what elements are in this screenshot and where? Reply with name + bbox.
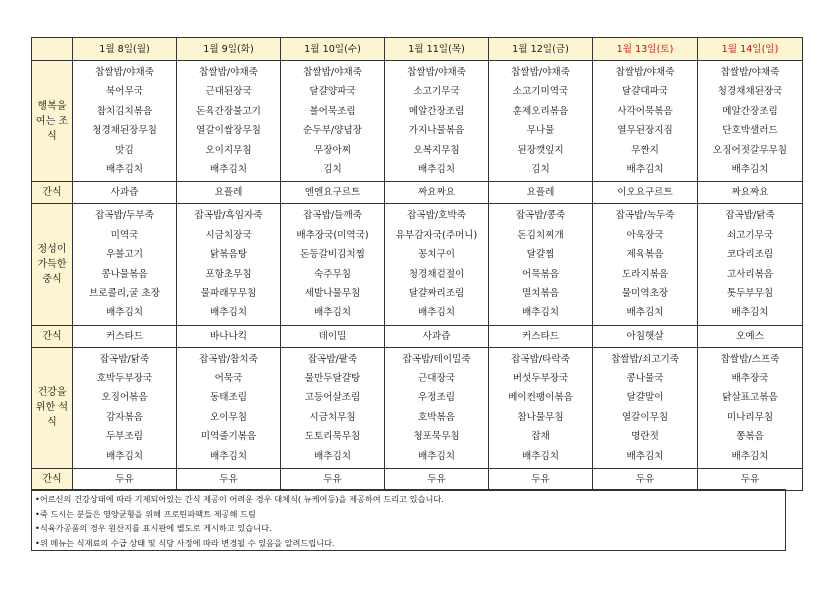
menu-item: 잡곡밥/호박죽 [407,210,466,222]
meal-cell [489,204,593,325]
menu-item: 달걀대파국 [621,86,669,98]
menu-item: 오징어젓갈무무침 [712,144,788,156]
menu-item: 잡곡밥/녹두죽 [615,210,675,222]
menu-item: 청경채겉절이 [408,268,465,280]
menu-item: 볼어묵조림 [309,105,356,117]
snack-cell: 두유 [489,469,593,491]
snack-cell: 사과즙 [73,182,177,204]
menu-item: 배추김치 [313,307,352,319]
meal-label: 행복을 여는 조식 [32,61,73,182]
meal-cell [698,61,803,182]
snack-cell: 두유 [177,469,281,491]
menu-item: 찹쌀밥/야채죽 [407,67,466,78]
header-day-5: 1월 12일(금) [489,38,593,61]
menu-item: 미역줄기볶음 [200,431,257,443]
menu-item: 훈제오리볶음 [512,105,569,117]
menu-item: 무장아찌 [313,144,352,156]
menu-item: 배추김치 [209,163,248,175]
menu-item: 소고기미역국 [512,86,569,98]
menu-item: 닭볶음탕 [209,249,248,261]
menu-item: 쇠고기무국 [726,229,774,241]
menu-item: 잡곡밥/들깨죽 [303,210,362,222]
menu-item: 배추김치 [209,307,248,319]
menu-item: 참치김치볶음 [96,105,153,117]
header-day-7: 1월 14일(일) [698,38,803,61]
meal-cell [385,204,489,325]
snack-cell: 요플레 [489,182,593,204]
snack-cell: 엔엔요구르트 [281,182,385,204]
menu-item: 콩나물국 [626,373,664,385]
menu-item: 청포묵무침 [413,431,460,443]
menu-item: 도토리묵무침 [304,431,361,443]
menu-item: 메알간장조림 [408,105,465,117]
snack-cell: 짜요짜요 [698,182,803,204]
snack-row [32,182,803,204]
note-line: •식육가공품의 경우 원산지를 표시판에 별도로 게시하고 있습니다. [35,523,272,533]
menu-item: 배추김치 [105,163,144,175]
snack-row [32,325,803,347]
menu-item: 감자볶음 [105,411,144,423]
meal-label: 정성이 가득한 중식 [32,204,73,325]
meal-cell [73,61,177,182]
meal-cell [593,347,698,468]
snack-label: 간식 [32,325,73,347]
menu-item: 찹쌀밥/야채죽 [95,67,154,78]
menu-item: 달걀말이 [626,392,664,404]
menu-item: 우볼고기 [105,249,144,261]
menu-item: 물만두달걀탕 [304,373,361,385]
header-day-4: 1월 11일(목) [385,38,489,61]
snack-cell: 짜요짜요 [385,182,489,204]
menu-item: 단호박샐러드 [722,125,778,137]
meal-cell [698,204,803,325]
menu-item: 열갈이무침 [621,411,669,423]
menu-item: 배추김치 [626,307,664,319]
meal-cell [73,204,177,325]
menu-item: 잡곡밥/콩죽 [515,210,566,222]
meal-cell [177,204,281,325]
menu-item: 잡곡밥/닭죽 [99,353,150,365]
menu-item: 찹쌀밥/야채죽 [199,67,258,78]
meal-cell [489,347,593,468]
menu-item: 유부감자국(주머니) [395,229,478,241]
menu-item: 배추김치 [417,163,456,175]
menu-item: 멸치볶음 [521,287,560,299]
snack-cell: 커스타드 [73,325,177,347]
menu-item: 무나물 [526,125,555,137]
menu-item: 잡곡밥/팥죽 [307,353,358,365]
menu-item: 시금치장국 [205,229,252,241]
snack-cell: 이오요구르트 [593,182,698,204]
note-line: •죽 드시는 분들은 영양균형을 위해 프로틴파팩트 제공해 드림 [35,508,256,519]
menu-item: 어묵볶음 [521,268,560,280]
menu-item: 배추김치 [521,450,560,462]
menu-item: 어묵국 [214,373,243,385]
header-day-6: 1월 13일(토) [593,38,698,61]
menu-item: 북어무국 [105,86,144,98]
menu-item: 찹쌀밥/야채죽 [511,67,570,78]
menu-item: 배추김치 [209,450,248,462]
menu-item: 잡곡밥/참치죽 [199,353,258,365]
menu-item: 배추김치 [731,450,769,462]
menu-item: 고사리볶음 [726,268,774,280]
meal-cell [385,61,489,182]
menu-item: 소고기무국 [413,86,460,98]
menu-item: 배추장국 [731,373,769,385]
menu-item: 버섯두부장국 [512,373,569,385]
menu-item: 배추김치 [417,450,456,462]
snack-cell: 두유 [698,469,803,491]
menu-item: 잡곡밥/테이밀죽 [402,353,471,365]
menu-item: 시금치무침 [309,411,356,423]
menu-item: 호박두부장국 [96,373,153,385]
menu-item: 배추김치 [313,450,352,462]
menu-item: 꽁치구이 [417,249,456,261]
menu-item: 열무된장지짐 [617,125,673,137]
meal-cell [177,61,281,182]
menu-item: 사각어묵볶음 [617,105,673,117]
menu-item: 도라지볶음 [621,268,669,280]
menu-item: 세발나물무침 [304,287,361,299]
menu-item: 배추김치 [521,307,560,319]
menu-item: 우정조림 [417,392,456,404]
menu-item: 맛김 [115,144,134,156]
menu-item: 콩나물볶음 [101,268,148,280]
menu-item: 찹쌀밥/야채죽 [720,67,780,78]
meal-row [32,204,803,325]
snack-cell: 바나나킥 [177,325,281,347]
meal-cell [593,61,698,182]
menu-item: 무짠지 [631,144,659,156]
menu-item: 가지나물볶음 [408,125,465,137]
menu-item: 김치 [323,163,342,175]
meal-cell [385,347,489,468]
menu-item: 미역국 [110,229,139,241]
notes-box [31,489,786,551]
note-line: •위 메뉴는 식재료의 수급 상태 및 식당 사정에 따라 변경될 수 있음을 알려드립니다. [35,537,335,548]
menu-item: 브로콜리,굴 초장 [89,287,160,299]
snack-cell: 오예스 [698,325,803,347]
menu-item: 찹쌀밥/야채죽 [615,67,675,78]
menu-item: 아욱장국 [626,229,664,241]
menu-item: 달걀양파국 [309,86,356,98]
menu-item: 배추김치 [105,450,144,462]
meal-row [32,61,803,182]
menu-item: 닭살표고볶음 [722,392,778,404]
menu-item: 물미역초장 [621,287,669,299]
menu-item: 동태조림 [209,392,248,404]
header-day-2: 1월 9일(화) [177,38,281,61]
snack-cell: 커스타드 [489,325,593,347]
snack-cell: 사과즙 [385,325,489,347]
snack-cell: 두유 [385,469,489,491]
header-day-1: 1월 8일(월) [73,38,177,61]
meal-cell [281,61,385,182]
menu-item: 배추김치 [731,163,769,175]
snack-cell: 두유 [593,469,698,491]
note-line: •어르신의 건강상태에 따라 기제되어있는 간식 제공이 어려운 경우 대체식( 뉴케어등)을 제공하여 드리고 있습니다. [35,494,444,504]
menu-item: 물파래무무침 [200,287,257,299]
menu-item: 잡채 [531,431,550,443]
menu-item: 배추김치 [731,307,769,319]
snack-cell: 요플레 [177,182,281,204]
menu-item: 돈김치찌개 [517,229,564,241]
menu-item: 김치 [531,163,550,175]
header-corner [32,38,73,61]
menu-item: 잡곡밥/흑임자죽 [194,210,263,222]
menu-item: 참나물무침 [517,411,564,423]
menu-item: 근대장국 [417,373,456,385]
meal-cell [281,204,385,325]
menu-item: 베이컨팽이볶음 [508,392,573,404]
menu-item: 잡곡밥/타락죽 [511,353,570,365]
menu-item: 포항초무침 [205,268,252,280]
meal-cell [73,347,177,468]
header-day-3: 1월 10일(수) [281,38,385,61]
snack-label: 간식 [32,469,73,491]
meal-cell [281,347,385,468]
menu-item: 오이무침 [209,411,248,423]
menu-item: 오징어볶음 [101,392,148,404]
menu-item: 톳두부무침 [726,287,774,299]
menu-item: 찹쌀밥/쇠고기죽 [610,353,680,365]
meal-cell [489,61,593,182]
meal-label: 건강을 위한 석식 [32,347,73,468]
menu-item: 찹쌀밥/스프죽 [720,353,780,365]
meal-row [32,347,803,468]
menu-item: 쫑볶음 [736,431,764,443]
menu-item: 잡곡밥/닭죽 [725,210,775,222]
menu-item: 오복지무침 [413,144,460,156]
snack-label: 간식 [32,182,73,204]
menu-item: 호박볶음 [417,411,456,423]
menu-item: 배추김치 [417,307,456,319]
menu-item: 돈등갈비김치찜 [300,249,365,261]
menu-item: 근대된장국 [205,86,252,98]
menu-item: 미나리무침 [726,411,774,423]
table-body [32,61,803,491]
menu-item: 된장깻잎지 [517,144,564,156]
menu-item: 순두부/양념장 [303,125,362,137]
menu-item: 열갈이쌈장무침 [196,125,261,137]
meal-cell [698,347,803,468]
menu-item: 배추김치 [626,450,664,462]
header-row [32,38,803,61]
menu-item: 배추김치 [626,163,664,175]
menu-item: 고등어살조림 [304,392,361,404]
menu-item: 달걀찜 [526,249,555,261]
snack-cell: 아침햇살 [593,325,698,347]
menu-item: 오이지무침 [205,144,252,156]
menu-item: 달걀짜리조림 [408,287,465,299]
meal-cell [593,204,698,325]
menu-item: 두부조림 [105,431,144,443]
menu-item: 코다리조림 [726,249,774,261]
menu-item: 청경채된장무침 [92,125,157,137]
menu-item: 배추장국(미역국) [296,229,369,241]
menu-item: 제육볶음 [626,249,664,261]
menu-item: 배추김치 [105,307,144,319]
menu-item: 찹쌀밥/야채죽 [303,67,362,78]
meal-plan-table [31,37,803,491]
snack-cell: 두유 [73,469,177,491]
snack-cell: 두유 [281,469,385,491]
meal-cell [177,347,281,468]
menu-item: 청경채채된장국 [717,86,783,98]
snack-cell: 데이밀 [281,325,385,347]
menu-item: 명란젓 [631,431,659,443]
menu-item: 돈육간장불고기 [196,105,261,117]
snack-row [32,469,803,491]
menu-item: 잡곡밥/두부죽 [95,210,154,222]
menu-item: 메알간장조림 [722,105,778,117]
menu-item: 숙주무침 [313,268,352,280]
